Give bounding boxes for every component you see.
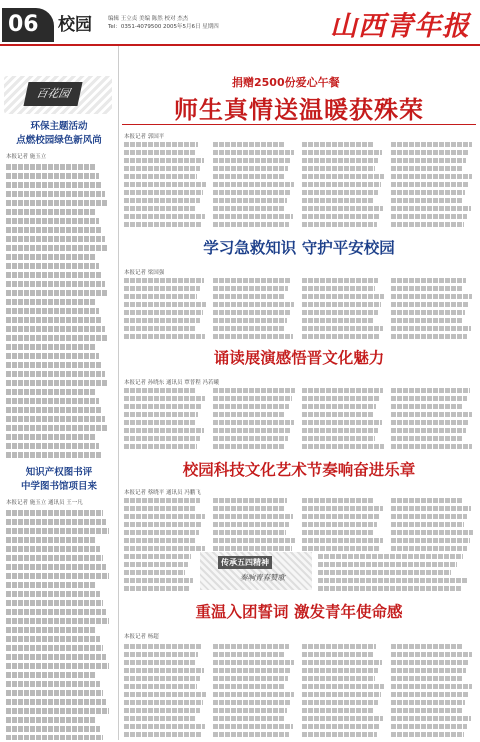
text-line — [391, 716, 471, 721]
text-line — [6, 191, 105, 197]
text-line — [302, 142, 373, 147]
text-line — [6, 290, 108, 296]
text-line — [302, 214, 380, 219]
text-line — [213, 498, 287, 503]
text-line — [213, 732, 289, 737]
text-line — [302, 286, 375, 291]
text-line — [124, 700, 203, 705]
text-line — [302, 302, 381, 307]
text-line — [124, 396, 205, 401]
text-line — [213, 142, 285, 147]
text-line — [124, 206, 196, 211]
text-line — [213, 182, 294, 187]
text-line — [6, 380, 108, 386]
text-line — [6, 335, 108, 341]
text-line — [302, 428, 378, 433]
text-line — [6, 344, 95, 350]
text-line — [6, 528, 109, 534]
text-line — [6, 510, 103, 516]
text-line — [6, 236, 105, 242]
text-line — [391, 724, 467, 729]
text-line — [391, 546, 467, 551]
left-headline-2-text: 知识产权图书评 中学图书馆项目来 — [20, 467, 97, 492]
text-line — [302, 514, 380, 519]
text-line — [6, 434, 95, 440]
text-line — [124, 668, 204, 673]
text-line — [391, 182, 468, 187]
text-line — [6, 425, 108, 431]
text-line — [213, 692, 294, 697]
text-line — [302, 222, 377, 227]
text-line — [302, 522, 377, 527]
text-line — [213, 716, 284, 721]
text-line — [302, 294, 384, 299]
text-line — [391, 684, 472, 689]
text-line — [213, 676, 288, 681]
text-line — [124, 676, 200, 681]
text-line — [124, 404, 201, 409]
text-line — [391, 198, 462, 203]
text-line — [391, 436, 462, 441]
text-line — [6, 308, 99, 314]
text-line — [6, 416, 105, 422]
text-line — [213, 198, 287, 203]
text-line — [124, 388, 195, 393]
text-line — [6, 173, 99, 179]
text-line — [391, 326, 471, 331]
text-line — [213, 150, 294, 155]
text-line — [6, 735, 103, 740]
text-line — [6, 317, 102, 323]
text-line — [391, 428, 466, 433]
text-line — [302, 660, 382, 665]
text-line — [391, 668, 466, 673]
text-line — [302, 166, 375, 171]
text-line — [213, 428, 291, 433]
left-headline-1-text: 环保主题活动 点燃校园绿色新风尚 — [16, 121, 102, 146]
text-line — [391, 644, 463, 649]
text-line — [302, 404, 376, 409]
text-line — [6, 200, 108, 206]
text-line — [318, 578, 468, 583]
text-line — [391, 538, 470, 543]
text-line — [302, 318, 374, 323]
text-line — [213, 538, 295, 543]
text-line — [318, 586, 462, 591]
text-line — [213, 684, 284, 689]
text-line — [213, 404, 289, 409]
text-line — [391, 530, 473, 535]
text-line — [213, 326, 284, 331]
text-line — [124, 436, 200, 441]
text-line — [6, 591, 100, 597]
text-line — [6, 519, 106, 525]
page-number: 06 — [2, 8, 54, 42]
text-line — [213, 174, 284, 179]
text-line — [302, 530, 373, 535]
text-line — [6, 663, 109, 669]
text-line — [213, 190, 290, 195]
page-header — [0, 0, 480, 46]
text-line — [391, 214, 467, 219]
article-5-byline: 本报记者 杨超 — [124, 634, 159, 640]
text-line — [391, 708, 462, 713]
text-line — [318, 554, 463, 559]
text-line — [124, 150, 195, 155]
text-line — [213, 166, 288, 171]
text-line — [302, 546, 379, 551]
text-line — [391, 444, 472, 449]
text-line — [124, 444, 197, 449]
text-line — [302, 716, 383, 721]
text-line — [213, 724, 293, 729]
text-line — [302, 668, 378, 673]
text-line — [6, 537, 96, 543]
text-line — [6, 326, 105, 332]
text-line — [6, 618, 109, 624]
article-3-byline: 本报记者 孙晓东 通讯员 覃普程 冯若曦 — [124, 380, 219, 386]
text-line — [213, 318, 287, 323]
text-line — [302, 732, 377, 737]
text-line — [302, 150, 382, 155]
text-line — [6, 272, 102, 278]
text-line — [213, 522, 289, 527]
left-byline-1: 本报记者 施玉立 — [6, 154, 47, 160]
text-line — [302, 700, 378, 705]
text-line — [391, 388, 470, 393]
text-line — [124, 562, 188, 567]
text-line — [213, 668, 291, 673]
text-line — [6, 555, 103, 561]
text-line — [6, 362, 102, 368]
text-line — [302, 498, 374, 503]
article-2-headline: 学习急救知识 守护平安校园 — [203, 239, 395, 257]
text-line — [124, 692, 206, 697]
text-line — [124, 522, 202, 527]
column-tag-label: 百花园 — [23, 82, 82, 106]
text-line — [124, 294, 197, 299]
youth-day-figure — [200, 552, 312, 590]
text-line — [124, 158, 204, 163]
text-line — [6, 299, 95, 305]
text-line — [124, 428, 204, 433]
text-line — [213, 396, 292, 401]
text-line — [124, 142, 198, 147]
text-line — [6, 443, 99, 449]
text-line — [213, 546, 292, 551]
text-line — [213, 700, 290, 705]
article-4-byline: 本报记者 蔡晓平 通讯员 冯鹏飞 — [124, 490, 201, 496]
text-line — [6, 371, 105, 377]
text-line — [124, 644, 201, 649]
text-line — [302, 190, 378, 195]
text-line — [124, 412, 198, 417]
text-line — [124, 652, 198, 657]
text-line — [213, 214, 293, 219]
text-line — [302, 206, 383, 211]
text-line — [302, 174, 384, 179]
lead-rule — [122, 124, 476, 125]
text-line — [213, 660, 294, 665]
text-line — [6, 609, 106, 615]
text-line — [6, 582, 96, 588]
text-line — [391, 692, 468, 697]
text-line — [213, 444, 284, 449]
text-line — [391, 278, 466, 283]
editors-line: 编辑 王立贞 美编 陈然 校对 杰杰 — [108, 16, 189, 22]
text-line — [6, 452, 102, 458]
text-line — [391, 334, 467, 339]
text-line — [6, 546, 100, 552]
text-line — [213, 530, 286, 535]
text-line — [302, 412, 373, 417]
text-line — [124, 318, 200, 323]
text-line — [124, 570, 185, 575]
text-line — [302, 334, 380, 339]
text-line — [391, 158, 466, 163]
text-line — [213, 310, 290, 315]
text-line — [124, 684, 197, 689]
text-line — [6, 263, 99, 269]
text-line — [391, 732, 464, 737]
text-line — [391, 294, 472, 299]
text-line — [391, 166, 462, 171]
text-line — [6, 353, 99, 359]
text-line — [391, 396, 467, 401]
text-line — [213, 286, 288, 291]
text-line — [6, 209, 95, 215]
text-line — [213, 294, 284, 299]
text-line — [302, 724, 380, 729]
text-line — [391, 150, 469, 155]
text-line — [124, 166, 200, 171]
text-line — [213, 388, 295, 393]
text-line — [124, 302, 206, 307]
text-line — [6, 636, 100, 642]
text-line — [213, 206, 284, 211]
text-line — [6, 708, 109, 714]
text-line — [6, 164, 95, 170]
text-line — [6, 726, 100, 732]
left-headline-1 — [4, 120, 114, 148]
article-1-byline: 本报记者 郭国平 — [124, 134, 165, 140]
masthead-logo: 山西青年报 — [330, 11, 470, 42]
text-line — [302, 506, 383, 511]
text-line — [6, 699, 106, 705]
text-line — [6, 654, 106, 660]
text-line — [124, 334, 205, 339]
text-line — [302, 388, 383, 393]
text-line — [124, 498, 200, 503]
text-line — [124, 514, 205, 519]
text-line — [124, 286, 200, 291]
text-line — [124, 310, 203, 315]
text-line — [391, 660, 469, 665]
text-line — [124, 578, 193, 583]
article-5-headline: 重温入团誓词 激发青年使命感 — [195, 603, 403, 621]
text-line — [302, 676, 375, 681]
text-line — [391, 286, 462, 291]
text-line — [391, 498, 462, 503]
text-line — [213, 334, 293, 339]
text-line — [391, 310, 465, 315]
text-line — [213, 222, 289, 227]
left-column — [2, 46, 119, 740]
article-3-headline: 诵读展演感悟晋文化魅力 — [213, 349, 385, 367]
text-line — [6, 645, 103, 651]
text-line — [213, 514, 293, 519]
text-line — [391, 174, 472, 179]
text-line — [6, 227, 102, 233]
text-line — [6, 182, 102, 188]
text-line — [302, 310, 378, 315]
text-line — [124, 586, 190, 591]
text-line — [391, 652, 472, 657]
article-4-headline: 校园科技文化艺术节奏响奋进乐章 — [182, 461, 416, 479]
text-line — [302, 444, 384, 449]
left-headline-2 — [4, 466, 114, 494]
text-line — [391, 142, 472, 147]
text-line — [124, 214, 205, 219]
text-line — [391, 420, 469, 425]
section-title: 校园 — [58, 15, 92, 35]
text-line — [391, 318, 462, 323]
text-line — [391, 522, 464, 527]
text-line — [6, 254, 95, 260]
text-line — [213, 506, 284, 511]
text-line — [391, 302, 468, 307]
text-line — [391, 412, 472, 417]
text-line — [124, 732, 202, 737]
text-line — [6, 672, 96, 678]
figure-caption-line-2: 奏响青春赞歌 — [240, 573, 285, 582]
lead-kicker: 捐赠2500份爱心午餐 — [232, 76, 340, 89]
text-line — [124, 716, 196, 721]
text-line — [302, 708, 374, 713]
text-line — [124, 506, 196, 511]
text-line — [124, 420, 195, 425]
text-line — [302, 278, 378, 283]
text-line — [391, 514, 467, 519]
text-line — [6, 245, 108, 251]
text-line — [124, 546, 205, 551]
text-line — [124, 530, 199, 535]
lead-headline: 师生真情送温暖获殊荣 — [174, 96, 424, 124]
text-line — [302, 644, 376, 649]
text-line — [391, 676, 462, 681]
figure-caption-line-1: 传承五四精神 — [218, 556, 272, 569]
text-line — [302, 652, 373, 657]
text-line — [302, 420, 382, 425]
text-line — [302, 436, 375, 441]
contact-line: Tel：0351-4079500 2005年5月6日 星期四 — [108, 24, 219, 30]
article-2-byline: 本报记者 梁国强 — [124, 270, 165, 276]
text-line — [6, 681, 100, 687]
text-line — [391, 222, 464, 227]
text-line — [124, 708, 200, 713]
text-line — [124, 198, 200, 203]
text-line — [213, 420, 294, 425]
text-line — [213, 652, 285, 657]
text-line — [391, 404, 463, 409]
text-line — [124, 326, 196, 331]
text-line — [124, 222, 202, 227]
text-line — [391, 506, 471, 511]
text-line — [124, 182, 206, 187]
text-line — [302, 326, 383, 331]
text-line — [302, 692, 381, 697]
text-line — [6, 627, 96, 633]
text-line — [213, 278, 291, 283]
text-line — [302, 684, 384, 689]
text-line — [302, 538, 383, 543]
text-line — [6, 564, 106, 570]
text-line — [6, 218, 99, 224]
text-line — [6, 407, 102, 413]
column-tag — [4, 76, 112, 114]
text-line — [391, 190, 465, 195]
text-line — [213, 158, 291, 163]
text-line — [124, 554, 191, 559]
text-line — [124, 538, 195, 543]
text-line — [213, 302, 294, 307]
text-line — [391, 700, 465, 705]
text-line — [318, 562, 457, 567]
text-line — [213, 412, 285, 417]
text-line — [6, 573, 109, 579]
text-line — [302, 396, 379, 401]
text-line — [6, 281, 105, 287]
text-line — [6, 398, 99, 404]
text-line — [302, 158, 378, 163]
left-byline-2: 本报记者 施玉立 通讯员 王一凡 — [6, 500, 83, 506]
text-line — [124, 190, 203, 195]
text-line — [213, 644, 289, 649]
text-line — [6, 389, 95, 395]
text-line — [213, 708, 287, 713]
text-line — [391, 206, 471, 211]
text-line — [318, 570, 451, 575]
text-line — [124, 660, 195, 665]
text-line — [6, 717, 96, 723]
text-line — [213, 436, 288, 441]
text-line — [124, 724, 205, 729]
text-line — [302, 182, 381, 187]
text-line — [6, 600, 103, 606]
text-line — [124, 278, 204, 283]
text-line — [6, 690, 103, 696]
text-line — [124, 174, 197, 179]
text-line — [302, 198, 374, 203]
